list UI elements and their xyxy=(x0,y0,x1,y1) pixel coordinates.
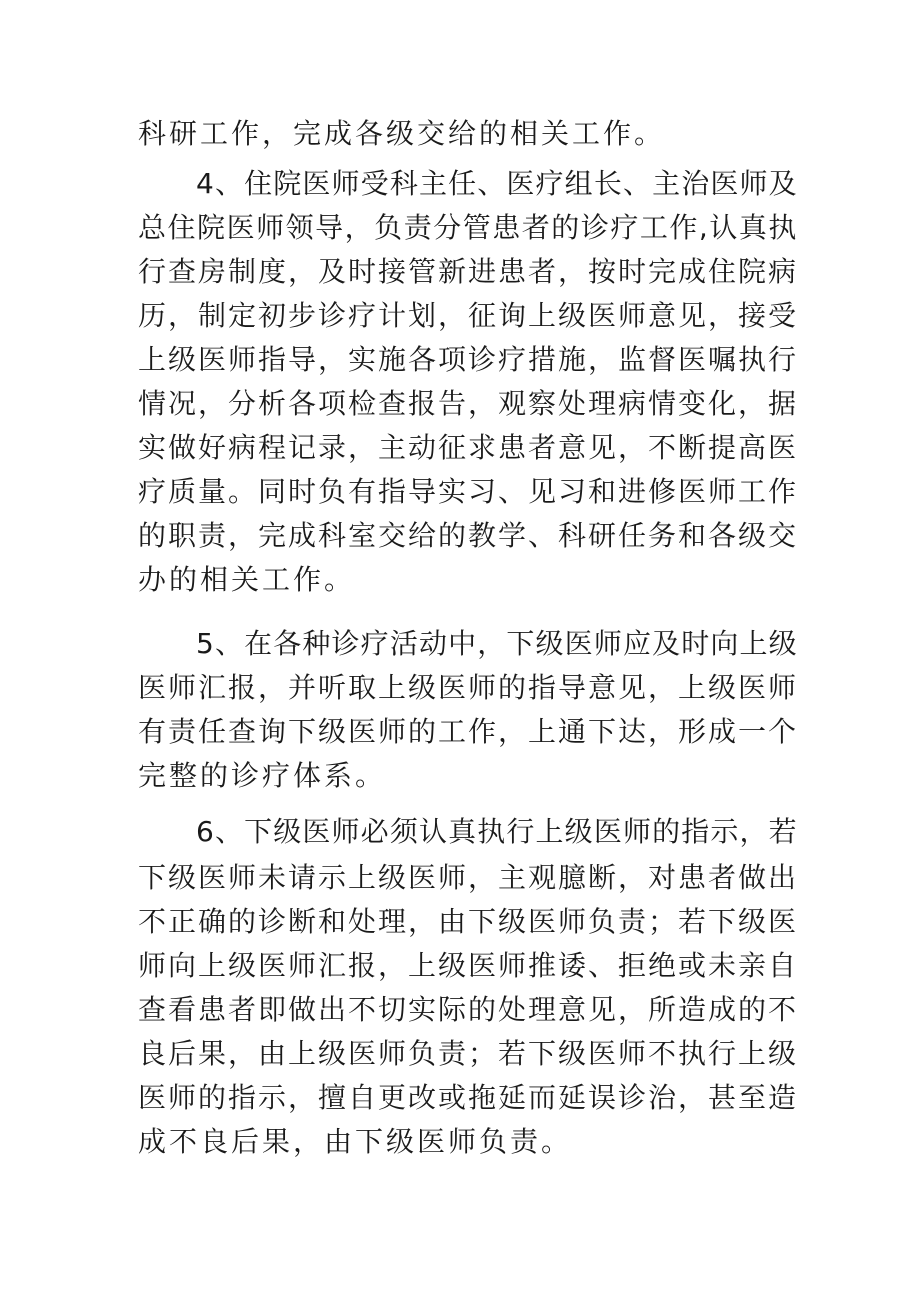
text-line: 历，制定初步诊疗计划，征询上级医师意见，接受 xyxy=(138,299,799,332)
text-line: 下级医师未请示上级医师，主观臆断，对患者做出 xyxy=(138,861,799,894)
text-line: 总住院医师领导，负责分管患者的诊疗工作,认真执 xyxy=(138,211,798,244)
text-line: 完整的诊疗体系。 xyxy=(138,759,387,792)
paragraph-4-first-line: 4、住院医师受科主任、医疗组长、主治医师及 xyxy=(196,167,798,200)
text-line: 有责任查询下级医师的工作，上通下达，形成一个 xyxy=(138,715,799,748)
text-line: 医师的指示，擅自更改或拖延而延误诊治，甚至造 xyxy=(138,1081,799,1114)
text-line: 行查房制度，及时接管新进患者，按时完成住院病 xyxy=(138,255,799,288)
text-line: 的职责，完成科室交给的教学、科研任务和各级交 xyxy=(138,519,799,552)
paragraph-5-first-line: 5、在各种诊疗活动中，下级医师应及时向上级 xyxy=(196,627,798,660)
text-line: 良后果，由上级医师负责；若下级医师不执行上级 xyxy=(138,1037,799,1070)
text-line: 成不良后果，由下级医师负责。 xyxy=(138,1125,573,1158)
paragraph-6-first-line: 6、下级医师必须认真执行上级医师的指示，若 xyxy=(196,815,798,848)
text-line: 医师汇报，并听取上级医师的指导意见，上级医师 xyxy=(138,671,799,704)
text-line: 疗质量。同时负有指导实习、见习和进修医师工作 xyxy=(138,475,799,508)
text-line: 查看患者即做出不切实际的处理意见，所造成的不 xyxy=(138,993,799,1026)
text-line: 情况，分析各项检查报告，观察处理病情变化，据 xyxy=(138,387,799,420)
text-line: 办的相关工作。 xyxy=(138,563,356,596)
text-line: 实做好病程记录，主动征求患者意见，不断提高医 xyxy=(138,431,799,464)
text-line: 上级医师指导，实施各项诊疗措施，监督医嘱执行 xyxy=(138,343,799,376)
text-line: 科研工作，完成各级交给的相关工作。 xyxy=(138,117,666,150)
text-line: 师向上级医师汇报，上级医师推诿、拒绝或未亲自 xyxy=(138,949,799,982)
text-line: 不正确的诊断和处理，由下级医师负责；若下级医 xyxy=(138,905,799,938)
